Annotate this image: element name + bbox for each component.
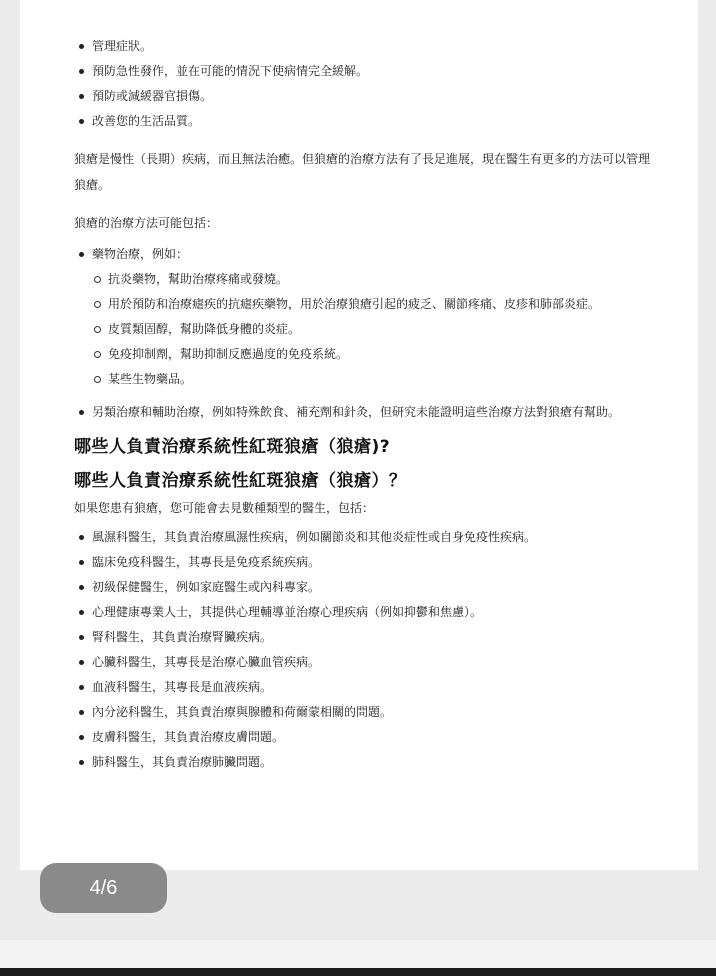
section-heading-1: 哪些人負責治療系統性紅斑狼瘡（狼瘡)? — [74, 437, 391, 457]
list-item: 另類治療和輔助治療，例如特殊飲食、補充劑和針灸，但研究未能證明這些治療方法對狼瘡有幫助。 — [74, 400, 658, 425]
list-item: 肺科醫生，其負責治療肺臟問題。 — [74, 750, 658, 775]
paragraph-chronic: 狼瘡是慢性（長期）疾病，而且無法治癒。但狼瘡的治療方法有了長足進展，現在醫生有更多的方法可以管理狼瘡。 — [74, 152, 651, 192]
medications-sublist — [74, 267, 658, 392]
section-heading-2: 哪些人負責治療系統性紅斑狼瘡（狼瘡）？ — [74, 471, 407, 491]
page-indicator[interactable]: 4/6 — [40, 863, 167, 913]
sub-list-item: 皮質類固醇，幫助降低身體的炎症。 — [74, 317, 658, 342]
list-item: 心臟科醫生，其專長是治療心臟血管疾病。 — [74, 650, 658, 675]
sub-list-item: 用於預防和治療瘧疾的抗瘧疾藥物，用於治療狼瘡引起的疲乏、關節疼痛、皮疹和肺部炎症。 — [74, 292, 658, 317]
paragraph-treatments-intro: 狼瘡的治療方法可能包括： — [74, 216, 219, 230]
medication-label: 藥物治療，例如： — [92, 247, 189, 261]
treatments-list — [74, 242, 658, 267]
list-item: 風濕科醫生，其負責治療風濕性疾病，例如關節炎和其他炎症性或自身免疫性疾病。 — [74, 525, 658, 550]
list-item: 預防或減緩器官損傷。 — [74, 84, 658, 109]
list-item: 預防急性發作，並在可能的情況下使病情完全緩解。 — [74, 59, 658, 84]
list-item: 血液科醫生，其專長是血液疾病。 — [74, 675, 658, 700]
sub-list-item: 抗炎藥物，幫助治療疼痛或發燒。 — [74, 267, 658, 292]
list-item: 臨床免疫科醫生，其專長是免疫系統疾病。 — [74, 550, 658, 575]
list-item: 腎科醫生，其負責治療腎臟疾病。 — [74, 625, 658, 650]
sub-list-item: 某些生物藥品。 — [74, 367, 658, 392]
list-item: 管理症狀。 — [74, 34, 658, 59]
document-page — [20, 0, 698, 870]
goals-list — [74, 34, 658, 134]
paragraph-doctors-intro: 如果您患有狼瘡，您可能會去見數種類型的醫生，包括： — [74, 501, 375, 515]
alternative-list — [74, 400, 658, 425]
doctors-list — [74, 525, 658, 775]
list-item: 初級保健醫生，例如家庭醫生或內科專家。 — [74, 575, 658, 600]
sub-list-item: 免疫抑制劑，幫助抑制反應過度的免疫系統。 — [74, 342, 658, 367]
list-item: 改善您的生活品質。 — [74, 109, 658, 134]
list-item: 心理健康專業人士，其提供心理輔導並治療心理疾病（例如抑鬱和焦慮）。 — [74, 600, 658, 625]
list-item: 內分泌科醫生，其負責治療與腺體和荷爾蒙相關的問題。 — [74, 700, 658, 725]
bottom-edge — [0, 968, 716, 976]
list-item: 皮膚科醫生，其負責治療皮膚問題。 — [74, 725, 658, 750]
list-item — [74, 242, 658, 267]
